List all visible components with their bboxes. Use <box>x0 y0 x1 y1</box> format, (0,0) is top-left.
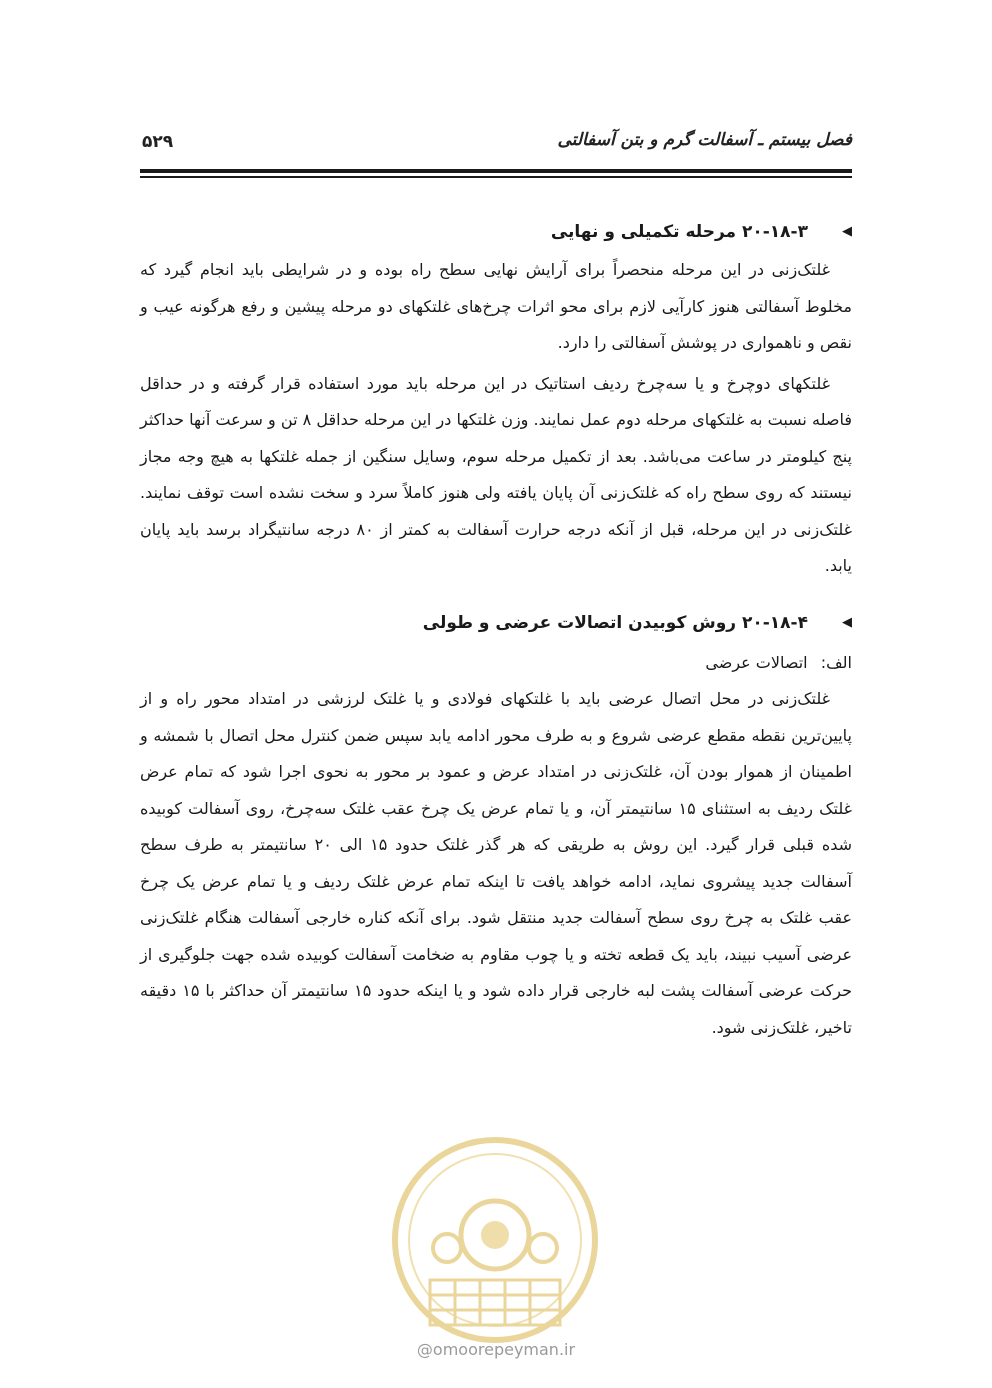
bullet-arrow-icon: ◀ <box>842 614 852 630</box>
section-heading-3 <box>140 214 852 250</box>
subsection-title: اتصالات عرضی <box>705 652 808 672</box>
watermark-url: @omoorepeyman.ir <box>416 1340 576 1359</box>
chapter-title: فصل بیستم ـ آسفالت گرم و بتن آسفالتی <box>557 130 852 150</box>
page-body <box>140 214 852 1046</box>
page-header <box>140 120 852 160</box>
page-number: ۵۲۹ <box>142 132 174 152</box>
header-rule-thick <box>140 169 852 173</box>
subsection-letter: الف: <box>820 652 852 672</box>
section-heading-4-text: ۲۰-۱۸-۴ روش کوبیدن اتصالات عرضی و طولی <box>422 612 808 633</box>
header-rule-thin <box>140 176 852 178</box>
paragraph: غلتکهای دوچرخ و یا سه‌چرخ ردیف استاتیک در این مرحله باید مورد استفاده قرار گرفته و در حداقل فاصله نسبت به غلتکهای مرحله دوم عمل نمایند. وزن غلتکها در این مرحله حداقل ۸ تن و سرعت آنها حداکثر پنج کیلومتر در ساعت می‌باشد. بعد از تکمیل مرحله سوم، وسایل سنگین از جمله غلتکها به هیچ وجه مجاز نیستند که روی سطح راه که غلتک‌زنی آن پایان یافته ولی هنوز کاملاً سرد و سخت نشده است توقف نمایند. غلتک‌زنی در این مرحله، قبل از آنکه درجه حرارت آسفالت به کمتر از ۸۰ درجه سانتیگراد برسد باید پایان یابد. <box>140 373 853 575</box>
section-heading-4 <box>140 605 852 641</box>
subsection-label <box>140 645 852 682</box>
paragraph: غلتک‌زنی در این مرحله منحصراً برای آرایش نهایی سطح راه بوده و در شرایطی باید انجام گیرد که مخلوط آسفالتی هنوز کارآیی لازم برای محو اثرات چرخ‌های غلتکهای دو مرحله پیشین و رفع هرگونه عیب و نقص و ناهمواری در پوشش آسفالتی را دارد. <box>140 260 852 352</box>
bullet-arrow-icon: ◀ <box>842 224 852 239</box>
watermark-seal-icon <box>385 1130 605 1350</box>
paragraph: غلتک‌زنی در محل اتصال عرضی باید با غلتکهای فولادی و یا غلتک لرزشی در امتداد محور راه و از پایین‌ترین نقطه مقطع عرضی شروع و به طرف محور ادامه یابد سپس ضمن کنترل محل اتصال با شمشه و اطمینان از هموار بودن آن، غلتک‌زنی در امتداد عرض و عمود بر محور به نحوی اجرا شود که تمام عرض غلتک ردیف به استثنای ۱۵ سانتیمتر آن، و یا تمام عرض یک چرخ عقب غلتک سه‌چرخ، روی آسفالت کوبیده شده قبلی قرار گیرد. این روش به طریقی که هر گذر غلتک حدود ۱۵ الی ۲۰ سانتیمتر به طرف سطح آسفالت جدید پیشروی نماید، ادامه خواهد یافت تا اینکه تمام عرض غلتک ردیف و یا تمام عرض یک چرخ عقب غلتک به چرخ روی سطح آسفالت جدید منتقل شود. برای آنکه کناره خارجی آسفالت هنگام غلتک‌زنی عرضی آسیب نبیند، باید یک قطعه تخته و یا چوب مقاوم به ضخامت آسفالت کوبیده شده جهت جلوگیری از حرکت عرضی آسفالت پشت لبه خارجی قرار داده شود و یا اینکه حدود ۱۵ سانتیمتر آن حداکثر با ۱۵ دقیقه تاخیر، غلتک‌زنی شود. <box>140 689 853 1037</box>
section-heading-3-text: ۲۰-۱۸-۳ مرحله تکمیلی و نهایی <box>550 222 808 242</box>
